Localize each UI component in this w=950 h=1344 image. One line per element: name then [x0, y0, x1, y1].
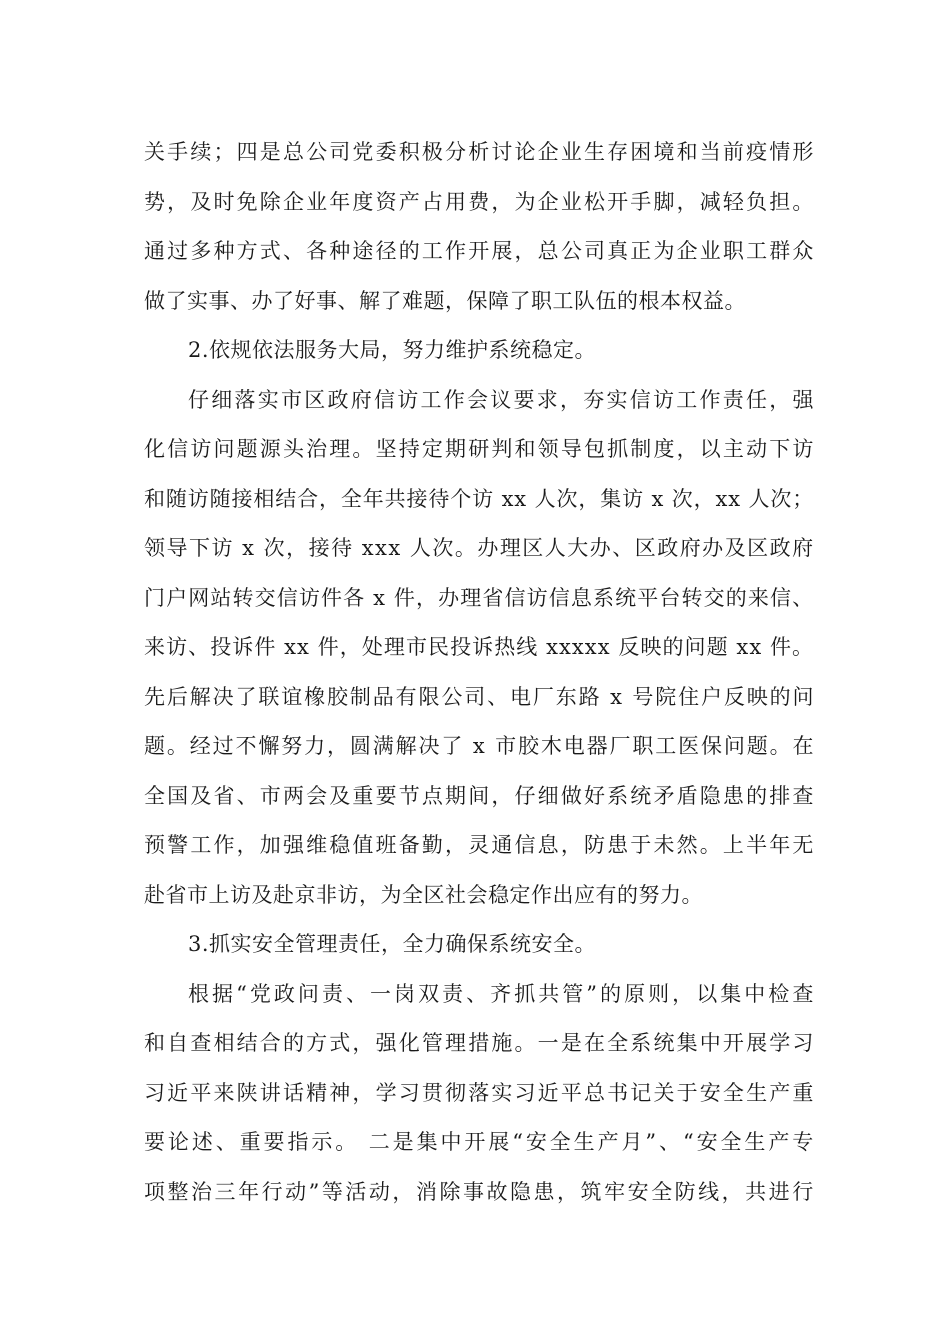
text-line: 2.依规依法服务大局，努力维护系统稳定。	[188, 338, 597, 362]
text-line: 预 警 工 作 ， 加 强 维 稳 值 班 备 勤 ， 灵 通 信 息 ， 防 患 于 未 然 。 上 半 年 无	[144, 833, 814, 857]
text-line: 化 信 访 问 题 源 头 治 理 。 坚 持 定 期 研 判 和 领 导 包 抓 制 度 ， 以 主 动 下 访	[144, 437, 814, 461]
text-line: 仔 细 落 实 市 区 政 府 信 访 工 作 会 议 要 求 ， 夯 实 信 访 工 作 责 任 ， 强	[188, 387, 814, 412]
text-line: 通 过 多 种 方 式 、 各 种 途 径 的 工 作 开 展 ， 总 公 司 真 正 为 企 业 职 工 群 众	[144, 239, 814, 263]
text-line: 和 随 访 随 接 相 结 合 ， 全 年 共 接 待 个 访 x x 人 次 ， 集 访 x 次 ， x x 人 次 ；	[144, 486, 814, 511]
text-line: 要 论 述 、 重 要 指 示 。 二 是 集 中 开 展 “ 安 全 生 产 月 ” 、 “ 安 全 生 产 专	[144, 1130, 814, 1154]
text-line: 全 国 及 省 、 市 两 会 及 重 要 节 点 期 间 ， 仔 细 做 好 系 统 矛 盾 隐 患 的 排 查	[144, 783, 814, 808]
text-line: 和 自 查 相 结 合 的 方 式 ， 强 化 管 理 措 施 。 一 是 在 全 系 统 集 中 开 展 学 习	[144, 1031, 814, 1055]
text-line: 领 导 下 访 x 次 ， 接 待 x x x 人 次 。 办 理 区 人 大 办 、 区 政 府 办 及 区 政 府	[144, 536, 814, 560]
text-line: 做了实事、办了好事、解了难题，保障了职工队伍的根本权益。	[144, 288, 746, 313]
text-line: 赴省市上访及赴京非访，为全区社会稳定作出应有的努力。	[144, 882, 703, 907]
text-line: 来 访 、 投 诉 件 x x 件 ， 处 理 市 民 投 诉 热 线 x x x x x 反 映 的 问 题 x x 件 。	[144, 635, 814, 659]
text-line: 关 手 续 ； 四 是 总 公 司 党 委 积 极 分 析 讨 论 企 业 生 存 困 境 和 当 前 疫 情 形	[144, 140, 814, 164]
text-line: 3.抓实安全管理责任，全力确保系统安全。	[188, 932, 597, 956]
text-line: 题 。 经 过 不 懈 努 力 ， 圆 满 解 决 了 x 市 胶 木 电 器 厂 职 工 医 保 问 题 。 在	[144, 734, 814, 758]
text-line: 根 据 “ 党 政 问 责 、 一 岗 双 责 、 齐 抓 共 管 ” 的 原 则 ， 以 集 中 检 查	[188, 981, 814, 1006]
text-line: 先 后 解 决 了 联 谊 橡 胶 制 品 有 限 公 司 、 电 厂 东 路 x 号 院 住 户 反 映 的 问	[144, 684, 814, 709]
text-line: 门 户 网 站 转 交 信 访 件 各 x 件 ， 办 理 省 信 访 信 息 系 统 平 台 转 交 的 来 信 、	[144, 585, 814, 610]
text-line: 项 整 治 三 年 行 动 ” 等 活 动 ， 消 除 事 故 隐 患 ， 筑 牢 安 全 防 线 ， 共 进 行	[144, 1179, 814, 1204]
text-line: 势 ， 及 时 免 除 企 业 年 度 资 产 占 用 费 ， 为 企 业 松 开 手 脚 ， 减 轻 负 担 。	[144, 189, 814, 214]
body-text	[144, 128, 814, 1217]
text-line: 习 近 平 来 陕 讲 话 精 神 ， 学 习 贯 彻 落 实 习 近 平 总 书 记 关 于 安 全 生 产 重	[144, 1080, 814, 1105]
